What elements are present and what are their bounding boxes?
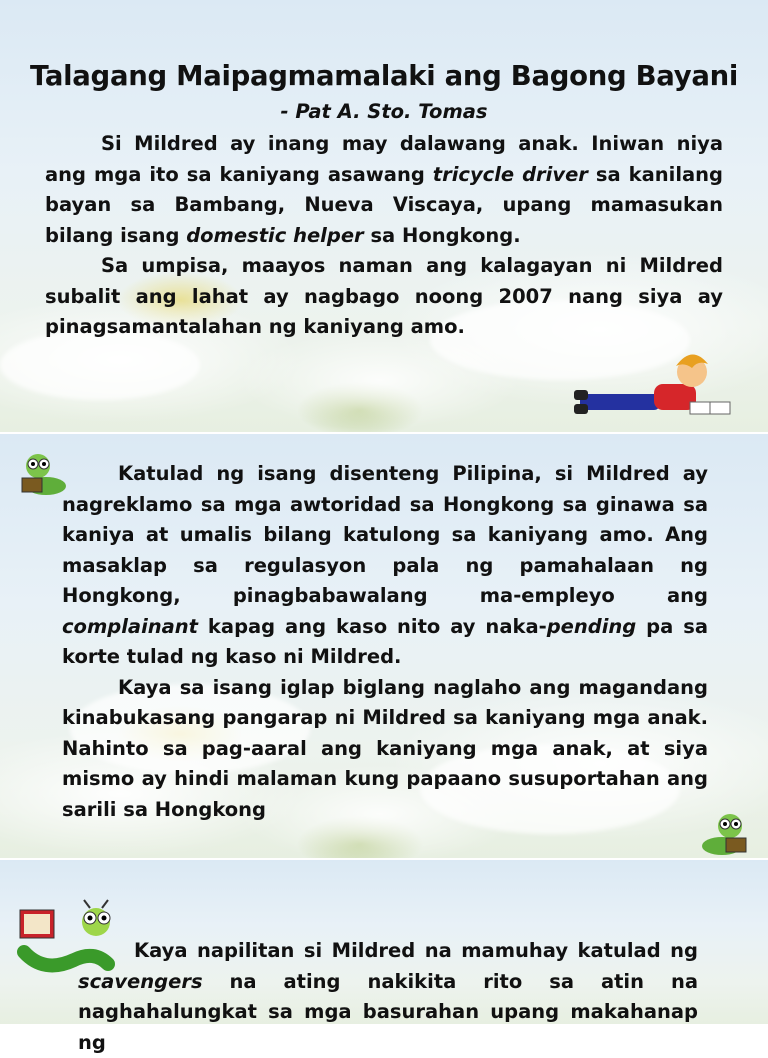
text-run: kapag ang kaso nito ay naka- <box>198 614 547 638</box>
paragraph <box>62 459 708 673</box>
reading-boy-icon <box>570 350 740 422</box>
slide-1-body <box>45 129 723 343</box>
page-title: Talagang Maipagmamalaki ang Bagong Bayani <box>30 60 738 92</box>
italic-term: tricycle driver <box>432 162 588 186</box>
italic-term: pending <box>546 614 637 638</box>
paragraph <box>45 129 723 251</box>
text-run: Kaya napilitan si Mildred na mamuhay katulad ng <box>134 939 698 962</box>
author-line: - Pat A. Sto. Tomas <box>280 100 488 123</box>
text-run: Katulad ng isang disenteng Pilipina, si Mildred ay nagreklamo sa mga awtoridad sa Hongkong sa ginawa sa kaniya at umalis bilang katulong sa kaniyang amo. Ang masaklap sa regulasyon pala ng pamahalaan ng Hongkong, pinagbabawalang ma-empleyo ang <box>62 462 708 607</box>
slide-3 <box>0 860 768 1054</box>
italic-term: scavengers <box>78 969 203 993</box>
slide-3-body <box>78 936 698 1058</box>
italic-term: complainant <box>62 614 199 638</box>
paragraph <box>78 936 698 1058</box>
slide-2 <box>0 434 768 858</box>
text-run: na ating nakikita rito sa atin na naghahalungkat sa mga basurahan upang makahanap ng <box>78 969 698 1054</box>
slide-2-body <box>62 459 708 825</box>
bookworm-icon <box>698 808 752 858</box>
text-run: Si Mildred ay inang may dalawang anak. Iniwan niya ang mga ito sa kaniyang asawang <box>45 132 723 186</box>
text-run: sa kanilang bayan sa Bambang, Nueva Viscaya, upang mamasukan bilang isang <box>45 162 723 247</box>
italic-term: domestic helper <box>186 223 364 247</box>
paragraph: Sa umpisa, maayos naman ang kalagayan ni Mildred subalit ang lahat ay nagbago noong 2007 nang siya ay pinagsamantalahan ng kaniyang amo. <box>45 254 723 338</box>
text-run: sa Hongkong. <box>363 223 521 247</box>
paragraph: Kaya sa isang iglap biglang naglaho ang magandang kinabukasang pangarap ni Mildred sa kaniyang mga anak. Nahinto sa pag-aaral ang kaniyang mga anak, at siya mismo ay hindi malaman kung papaano susuportahan ang sarili sa Hongkong <box>62 675 708 821</box>
text-run: pa sa korte tulad ng kaso ni Mildred. <box>62 614 708 668</box>
slide-1 <box>0 0 768 432</box>
